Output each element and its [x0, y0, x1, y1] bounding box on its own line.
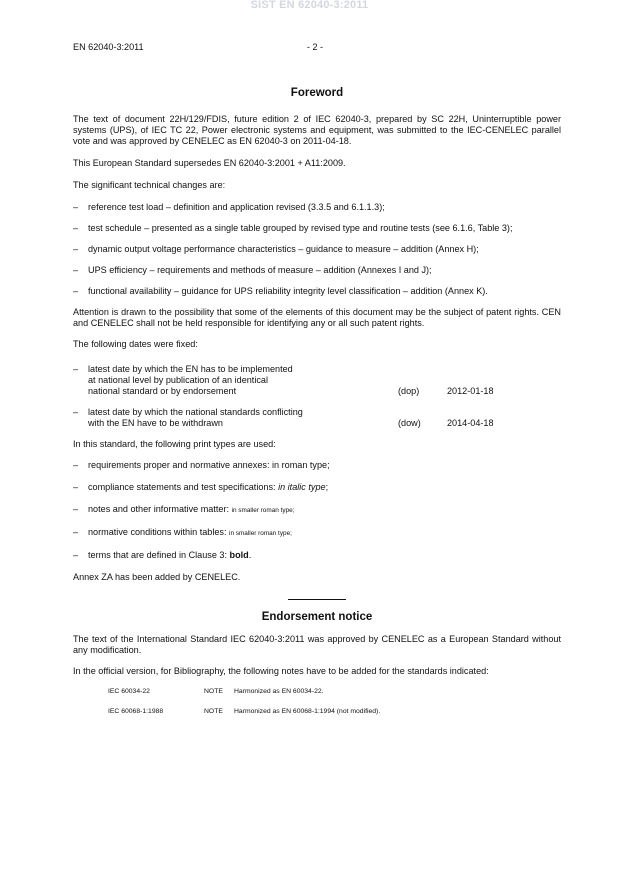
print-type-end: . [248, 550, 252, 560]
date-value: 2014-04-18 [447, 418, 494, 428]
header-doc-id: EN 62040-3:2011 [73, 42, 144, 52]
dash-bullet: – [73, 265, 79, 275]
date-desc-line: with the EN have to be withdrawn [88, 418, 223, 428]
patent-notice: Attention is drawn to the possibility that some of the elements of this document may be the subject of patent rights. CEN and CENELEC shall not be held responsible for identifying any or all such patent rights. [73, 307, 561, 328]
bibliography-note [73, 687, 561, 697]
print-type-item [73, 527, 561, 539]
date-desc-line: latest date by which the EN has to be implemented [88, 364, 293, 374]
note-text: Harmonized as EN 60068-1:1994 (not modified). [234, 708, 381, 715]
italic-sample: in italic type [278, 482, 326, 492]
dash-bullet: – [73, 550, 79, 560]
change-item [73, 223, 561, 234]
print-type-item [73, 482, 561, 493]
change-text: reference test load – definition and application revised (3.3.5 and 6.1.1.3); [88, 202, 385, 212]
date-item-dow [73, 407, 561, 429]
dash-bullet: – [73, 202, 79, 212]
note-label: NOTE [204, 688, 223, 695]
bibliography-note [73, 707, 561, 717]
note-label: NOTE [204, 708, 223, 715]
change-text: UPS efficiency – requirements and methods of measure – addition (Annexes I and J); [88, 265, 432, 275]
note-text: Harmonized as EN 60034-22. [234, 688, 324, 695]
endorsement-text: The text of the International Standard IEC 62040-3:2011 was approved by CENELEC as a European Standard without any modification. [73, 634, 561, 655]
print-type-text: terms that are defined in Clause 3: [88, 550, 230, 560]
dates-intro: The following dates were fixed: [73, 339, 198, 349]
header-page-number: - 2 - [306, 42, 324, 52]
dash-bullet: – [73, 407, 79, 417]
change-text: functional availability – guidance for UPS reliability integrity level classification – addition (Annex K). [88, 286, 488, 296]
dash-bullet: – [73, 244, 79, 254]
date-item-dop [73, 364, 561, 397]
supersedes-text: This European Standard supersedes EN 62040-3:2001 + A11:2009. [73, 158, 346, 168]
change-item [73, 286, 561, 297]
bold-sample: bold [229, 550, 249, 560]
date-desc-line: at national level by publication of an identical [88, 375, 268, 385]
print-type-item [73, 550, 561, 561]
print-type-item [73, 460, 561, 471]
date-desc-line: national standard or by endorsement [88, 386, 237, 396]
dash-bullet: – [73, 460, 79, 470]
print-type-text: notes and other informative matter: [88, 504, 232, 514]
change-text: test schedule – presented as a single table grouped by revised type and routine tests (see 6.1.6, Table 3); [88, 223, 513, 233]
changes-intro: The significant technical changes are: [73, 180, 226, 190]
dash-bullet: – [73, 504, 79, 514]
section-divider [288, 599, 346, 600]
date-code: (dow) [398, 418, 421, 428]
print-types-intro: In this standard, the following print types are used: [73, 439, 276, 449]
watermark: SIST EN 62040-3:2011 [250, 0, 369, 11]
page-content [73, 86, 561, 717]
date-desc-line: latest date by which the national standards conflicting [88, 407, 303, 417]
small-type-sample: in smaller roman type; [231, 507, 295, 514]
dash-bullet: – [73, 364, 79, 374]
date-code: (dop) [398, 386, 420, 396]
foreword-intro: The text of document 22H/129/FDIS, future edition 2 of IEC 62040-3, prepared by SC 22H, Uninterruptible power systems (UPS), of IEC TC 22, Power electronic systems and equipment, was submitted to the IEC-CENELEC parallel vote and was approved by CENELEC as EN 62040-3 on 2011-04-18. [73, 114, 561, 146]
small-type-sample: in smaller roman type; [229, 530, 292, 537]
print-type-text: normative conditions within tables: [88, 527, 230, 537]
print-type-text: requirements proper and normative annexes: in roman type; [88, 460, 330, 470]
dash-bullet: – [73, 482, 79, 492]
annex-note: Annex ZA has been added by CENELEC. [73, 572, 241, 582]
date-value: 2012-01-18 [447, 386, 494, 396]
change-item [73, 244, 561, 255]
change-item [73, 202, 561, 213]
print-type-item [73, 504, 561, 516]
standard-id: IEC 60068-1:1988 [108, 708, 164, 715]
change-text: dynamic output voltage performance characteristics – guidance to measure – addition (Annex H); [88, 244, 479, 254]
standard-id: IEC 60034-22 [108, 688, 150, 695]
foreword-title: Foreword [290, 87, 344, 99]
dash-bullet: – [73, 223, 79, 233]
dash-bullet: – [73, 286, 79, 296]
bibliography-intro: In the official version, for Bibliography, the following notes have to be added for the standards indicated: [73, 666, 489, 676]
endorsement-title: Endorsement notice [261, 611, 373, 623]
change-item [73, 265, 561, 276]
print-type-end: ; [325, 482, 329, 492]
print-type-text: compliance statements and test specifications: [88, 482, 279, 492]
dash-bullet: – [73, 527, 79, 537]
